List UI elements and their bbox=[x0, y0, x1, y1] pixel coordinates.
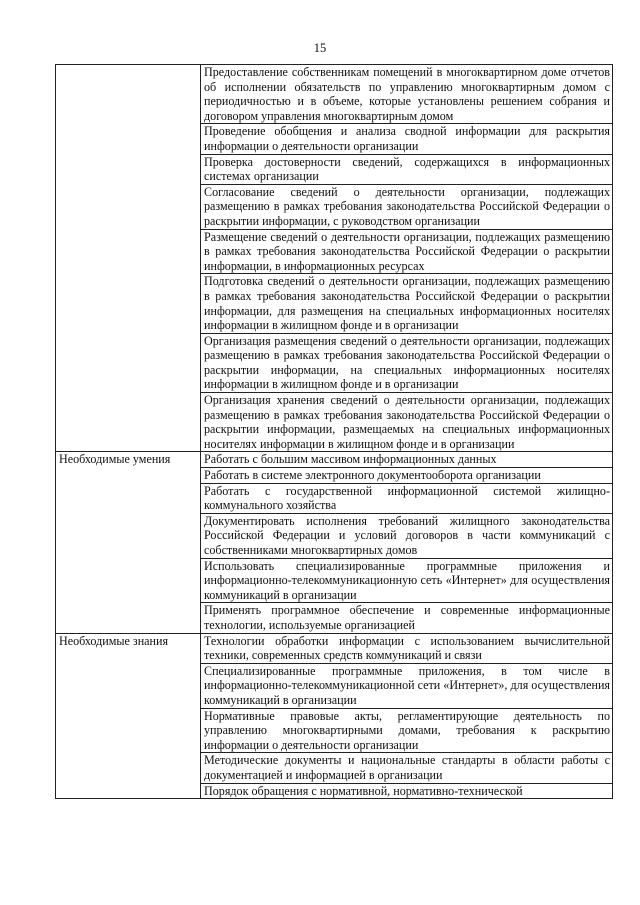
section-item: Использовать специализированные программные приложения и информационно-телекоммуникационную сеть «Интернет» для осуществления коммуникаций в организации bbox=[201, 558, 613, 603]
table-row bbox=[56, 452, 613, 468]
section-item: Организация размещения сведений о деятельности организации, подлежащих размещению в рамках требования законодательства Российской Федерации о раскрытии информации, на специальных информационных носителях информации в жилищном фонде и в организации bbox=[201, 333, 613, 392]
section-item: Работать с большим массивом информационных данных bbox=[201, 452, 613, 468]
section-item: Применять программное обеспечение и современные информационные технологии, используемые организацией bbox=[201, 603, 613, 633]
section-item: Работать с государственной информационной системой жилищно-коммунального хозяйства bbox=[201, 483, 613, 513]
section-item: Методические документы и национальные стандарты в области работы с документацией и информацией в организации bbox=[201, 753, 613, 783]
requirements-table-body bbox=[56, 65, 613, 799]
requirements-table bbox=[55, 64, 613, 799]
section-item: Работать в системе электронного документооборота организации bbox=[201, 468, 613, 484]
section-label bbox=[56, 65, 201, 452]
section-item: Подготовка сведений о деятельности организации, подлежащих размещению в рамках требования законодательства Российской Федерации о раскрытии информации, для размещения на специальных информационных носителях информации в жилищном фонде и в организации bbox=[201, 274, 613, 333]
section-item: Размещение сведений о деятельности организации, подлежащих размещению в рамках требования законодательства Российской Федерации о раскрытии информации, в информационных ресурсах bbox=[201, 229, 613, 274]
section-label: Необходимые знания bbox=[56, 633, 201, 799]
section-label: Необходимые умения bbox=[56, 452, 201, 633]
table-row bbox=[56, 633, 613, 663]
section-item: Организация хранения сведений о деятельности организации, подлежащих размещению в рамках требования законодательства Российской Федерации о раскрытии информации, размещаемых на специальных информационных носителях информации в жилищном фонде и в организации bbox=[201, 393, 613, 452]
page-number: 15 bbox=[313, 41, 327, 55]
section-item: Проведение обобщения и анализа сводной информации для раскрытия информации о деятельности организации bbox=[201, 124, 613, 154]
section-item: Нормативные правовые акты, регламентирующие деятельность по управлению многоквартирными домами, требования к раскрытию информации о деятельности организации bbox=[201, 708, 613, 753]
section-item: Документировать исполнения требований жилищного законодательства Российской Федерации и условий договоров в части коммуникаций с собственниками многоквартирных домов bbox=[201, 513, 613, 558]
section-item: Предоставление собственникам помещений в многоквартирном доме отчетов об исполнении обязательств по управлению многоквартирным домом с периодичностью и в объеме, которые установлены решением собрания и договором управления многоквартирным домом bbox=[201, 65, 613, 124]
table-row bbox=[56, 65, 613, 124]
section-item: Технологии обработки информации с использованием вычислительной техники, современных средств коммуникаций и связи bbox=[201, 633, 613, 663]
section-item: Порядок обращения с нормативной, нормативно-технической bbox=[201, 783, 613, 799]
section-item: Согласование сведений о деятельности организации, подлежащих размещению в рамках требования законодательства Российской Федерации о раскрытии информации, с руководством организации bbox=[201, 184, 613, 229]
section-item: Специализированные программные приложения, в том числе в информационно-телекоммуникационной сети «Интернет», для осуществления коммуникаций в организации bbox=[201, 663, 613, 708]
section-item: Проверка достоверности сведений, содержащихся в информационных системах организации bbox=[201, 154, 613, 184]
